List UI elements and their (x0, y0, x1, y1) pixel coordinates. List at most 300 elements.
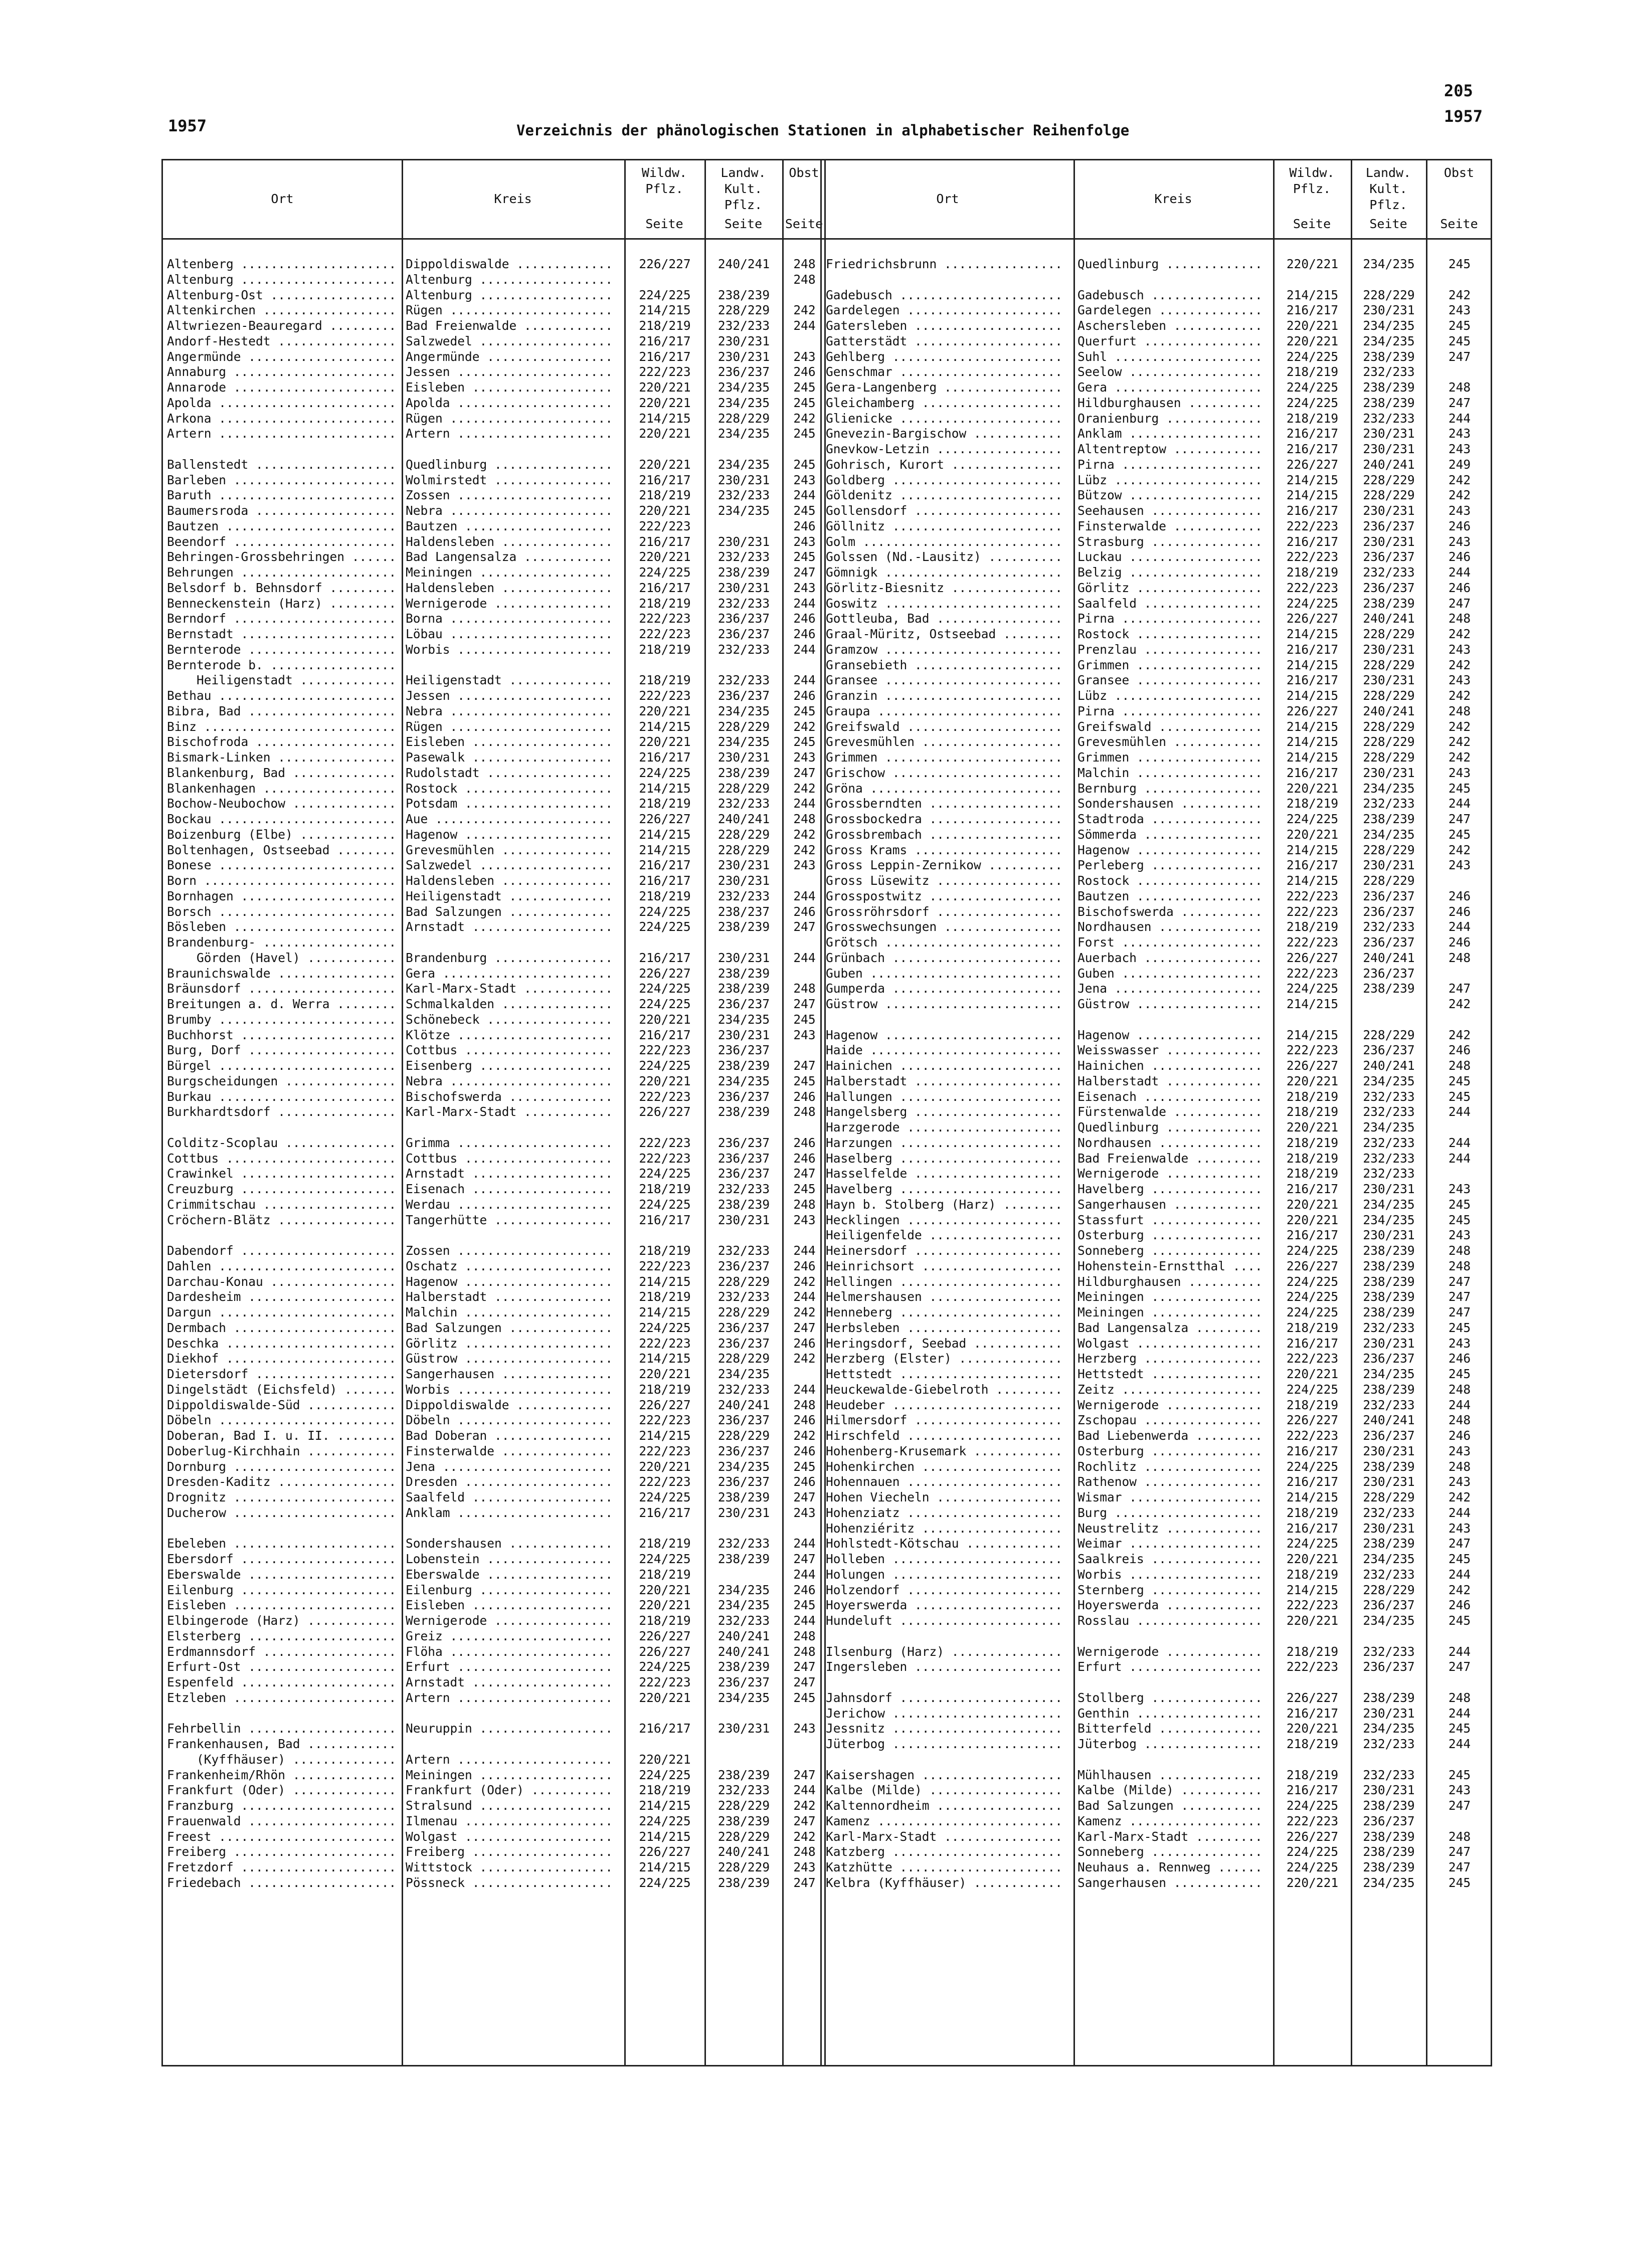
table-row (163, 564, 824, 581)
kreis-cell: Seehausen ............... (1077, 503, 1262, 518)
wildw-cell: 218/219 (1286, 1567, 1339, 1582)
ort-cell: Bernstadt ..................... (167, 627, 397, 641)
obst-cell: 245 (1448, 1767, 1471, 1782)
wildw-cell: 222/223 (1286, 1043, 1339, 1058)
kreis-cell: Neustrelitz ............. (1077, 1521, 1262, 1536)
kreis-cell: Nordhausen .............. (1077, 919, 1262, 934)
table-row (822, 1828, 1491, 1845)
ort-cell: Andorf-Hestedt ................ (167, 333, 397, 348)
kreis-cell: Rosslau ................. (1077, 1613, 1262, 1628)
table-row (822, 1643, 1491, 1660)
table-row (163, 765, 824, 782)
kreis-cell: Rostock ................. (1077, 873, 1262, 888)
wildw-cell: 214/215 (639, 1798, 691, 1813)
obst-cell: 245 (1448, 1212, 1471, 1227)
kreis-cell: Hoyerswerda ............. (1077, 1598, 1262, 1613)
kreis-cell: Gardelegen .............. (1077, 303, 1262, 318)
kreis-cell: Meiningen ............... (1077, 1289, 1262, 1304)
wildw-cell: 226/227 (1286, 611, 1339, 626)
landw-cell: 232/233 (1363, 1737, 1415, 1751)
landw-cell: 228/229 (1363, 842, 1415, 857)
ort-cell: Havelberg ...................... (826, 1182, 1063, 1196)
wildw-cell: 214/215 (1286, 287, 1339, 302)
column-header-label: Seite (1293, 217, 1331, 231)
wildw-cell: 214/215 (639, 1860, 691, 1874)
table-row (163, 703, 824, 720)
landw-cell: 236/237 (1363, 904, 1415, 919)
obst-cell: 245 (793, 1182, 816, 1196)
obst-cell: 244 (793, 796, 816, 811)
table-row (822, 934, 1491, 951)
ort-cell: Bibra, Bad .................... (167, 703, 397, 718)
table-row (822, 425, 1491, 442)
kreis-cell: Suhl .................... (1077, 349, 1262, 364)
ort-cell: Ebeleben ...................... (167, 1536, 397, 1551)
landw-cell: 228/229 (717, 1351, 770, 1366)
obst-cell: 243 (1448, 1443, 1471, 1458)
obst-cell: 247 (793, 1490, 816, 1504)
landw-cell: 232/233 (1363, 565, 1415, 580)
kreis-cell: Eisleben ................... (406, 1598, 613, 1613)
landw-cell: 238/239 (717, 565, 770, 580)
kreis-cell: Wernigerode ................ (406, 596, 613, 611)
obst-cell: 245 (793, 503, 816, 518)
table-row (822, 1551, 1491, 1568)
kreis-cell: Malchin .................... (406, 1305, 613, 1319)
landw-cell: 236/237 (1363, 935, 1415, 950)
kreis-cell: Freiberg ................... (406, 1844, 613, 1859)
page-number: 205 (1444, 81, 1473, 100)
landw-cell: 230/231 (717, 1505, 770, 1520)
obst-cell: 243 (793, 1860, 816, 1874)
obst-cell: 244 (793, 642, 816, 657)
table-row (822, 472, 1491, 489)
obst-cell: 247 (793, 1552, 816, 1566)
table-row (822, 595, 1491, 612)
obst-cell: 244 (1448, 1151, 1471, 1166)
ort-cell: Espenfeld ..................... (167, 1675, 397, 1689)
obst-cell: 246 (1448, 580, 1471, 595)
obst-cell: 247 (793, 1875, 816, 1890)
landw-cell: 238/239 (717, 1058, 770, 1073)
landw-cell: 228/229 (1363, 734, 1415, 749)
wildw-cell: 220/221 (639, 549, 691, 564)
wildw-cell: 222/223 (1286, 904, 1339, 919)
table-row (163, 980, 824, 997)
wildw-cell: 214/215 (1286, 1582, 1339, 1597)
ort-cell: Helmershausen .................. (826, 1289, 1063, 1304)
table-row (822, 965, 1491, 982)
table-row (163, 1520, 824, 1537)
obst-cell: 248 (1448, 950, 1471, 965)
table-row (822, 1381, 1491, 1398)
ort-cell: Apolda ........................ (167, 395, 397, 410)
landw-cell: 238/239 (1363, 1305, 1415, 1319)
table-row (163, 1150, 824, 1167)
table-row (163, 1489, 824, 1506)
obst-cell: 242 (793, 1428, 816, 1443)
landw-cell: 238/239 (717, 1490, 770, 1504)
landw-cell: 228/229 (717, 1829, 770, 1844)
table-row (163, 1397, 824, 1414)
ort-cell: Golssen (Nd.-Lausitz) .......... (826, 549, 1063, 564)
kreis-cell: Neuhaus a. Rennweg ...... (1077, 1860, 1262, 1874)
ort-cell: Grimmen ........................ (826, 750, 1063, 765)
landw-cell: 232/233 (1363, 1089, 1415, 1104)
obst-cell: 243 (1448, 1336, 1471, 1351)
kreis-cell: Wittstock .................. (406, 1860, 613, 1874)
landw-cell: 236/237 (717, 364, 770, 380)
kreis-cell: Bad Langensalza ......... (1077, 1320, 1262, 1335)
obst-cell: 247 (793, 1058, 816, 1073)
ort-cell: Bismark-Linken ................ (167, 750, 397, 765)
obst-cell: 243 (1448, 1783, 1471, 1798)
landw-cell: 232/233 (717, 888, 770, 903)
kreis-cell: Wolgast .................... (406, 1829, 613, 1844)
obst-cell: 247 (1448, 1860, 1471, 1874)
landw-cell: 238/239 (717, 287, 770, 302)
table-row (822, 733, 1491, 750)
ort-cell: Heiligenfelde .................. (826, 1228, 1063, 1243)
wildw-cell: 220/221 (639, 1582, 691, 1597)
wildw-cell: 224/225 (1286, 596, 1339, 611)
table-row (822, 765, 1491, 782)
landw-cell: 234/235 (717, 1598, 770, 1613)
ort-cell: Bornhagen ..................... (167, 888, 397, 903)
obst-cell: 246 (1448, 888, 1471, 903)
landw-cell: 234/235 (717, 395, 770, 410)
table-row (822, 1212, 1491, 1229)
kreis-cell: Potsdam .................... (406, 796, 613, 811)
table-row (822, 1782, 1491, 1799)
ort-cell: Hohenkirchen ................... (826, 1459, 1063, 1474)
table-row (163, 842, 824, 859)
landw-cell: 238/239 (1363, 1258, 1415, 1273)
kreis-cell: Quedlinburg ............. (1077, 1120, 1262, 1135)
wildw-cell: 214/215 (1286, 657, 1339, 672)
landw-cell: 238/239 (717, 1813, 770, 1828)
obst-cell: 246 (793, 611, 816, 626)
kreis-cell: Meiningen ............... (1077, 1305, 1262, 1319)
kreis-cell: Anklam ..................... (406, 1505, 613, 1520)
ort-cell: Frankfurt (Oder) .............. (167, 1783, 397, 1798)
year-left: 1957 (168, 116, 207, 135)
landw-cell: 228/229 (717, 827, 770, 842)
table-row (163, 1874, 824, 1892)
wildw-cell: 226/227 (639, 1844, 691, 1859)
obst-cell: 245 (793, 549, 816, 564)
table-row (163, 1767, 824, 1784)
wildw-cell: 224/225 (1286, 349, 1339, 364)
landw-cell: 230/231 (717, 873, 770, 888)
wildw-cell: 218/219 (639, 1289, 691, 1304)
kreis-cell: Strasburg ............... (1077, 534, 1262, 549)
table-row (822, 718, 1491, 735)
obst-cell: 243 (1448, 1228, 1471, 1243)
column-header-label: Kult. (1369, 181, 1407, 196)
ort-cell: Dabendorf ..................... (167, 1243, 397, 1258)
obst-cell: 244 (1448, 1644, 1471, 1659)
kreis-cell: Klötze ..................... (406, 1027, 613, 1042)
wildw-cell: 224/225 (1286, 1305, 1339, 1319)
landw-cell: 232/233 (717, 1382, 770, 1397)
wildw-cell: 216/217 (1286, 858, 1339, 873)
kreis-cell: Quedlinburg ................ (406, 457, 613, 472)
table-row (163, 1273, 824, 1290)
obst-cell: 244 (793, 596, 816, 611)
landw-cell: 232/233 (1363, 1505, 1415, 1520)
landw-cell: 230/231 (717, 580, 770, 595)
ort-cell: Hecklingen ..................... (826, 1212, 1063, 1227)
wildw-cell: 218/219 (639, 642, 691, 657)
ort-cell: Erfurt-Ost .................... (167, 1659, 397, 1674)
ort-cell: Eberswalde .................... (167, 1567, 397, 1582)
landw-cell: 230/231 (1363, 303, 1415, 318)
right-col-ort-header (822, 160, 1073, 238)
landw-cell: 240/241 (1363, 1058, 1415, 1073)
table-row (163, 1165, 824, 1182)
table-row (163, 1458, 824, 1475)
kreis-cell: Bad Doberan ................ (406, 1428, 613, 1443)
landw-cell: 240/241 (1363, 1413, 1415, 1428)
ort-cell: Herzberg (Elster) .............. (826, 1351, 1063, 1366)
table-row (163, 1813, 824, 1830)
kreis-cell: Gransee ................. (1077, 673, 1262, 688)
ort-cell: Eilenburg ..................... (167, 1582, 397, 1597)
kreis-cell: Hohenstein-Ernstthal .... (1077, 1258, 1262, 1273)
ort-cell: Hainichen ...................... (826, 1058, 1063, 1073)
kreis-cell: Eisleben ................... (406, 380, 613, 395)
obst-cell: 246 (793, 518, 816, 533)
wildw-cell: 218/219 (639, 1783, 691, 1798)
kreis-cell: Wernigerode ................ (406, 1613, 613, 1628)
landw-cell: 232/233 (717, 796, 770, 811)
table-row (822, 1612, 1491, 1629)
kreis-cell: Osterburg ............... (1077, 1228, 1262, 1243)
ort-cell: Jerichow ....................... (826, 1706, 1063, 1721)
table-row (163, 1011, 824, 1028)
obst-cell: 244 (1448, 565, 1471, 580)
ort-cell: Harzgerode ..................... (826, 1120, 1063, 1135)
landw-cell: 234/235 (1363, 1073, 1415, 1088)
ort-cell: Gohrisch, Kurort ............... (826, 457, 1063, 472)
wildw-cell: 214/215 (639, 1305, 691, 1319)
table-row (163, 811, 824, 828)
kreis-cell: Rathenow ................ (1077, 1474, 1262, 1489)
wildw-cell: 216/217 (1286, 1336, 1339, 1351)
kreis-cell: Zossen ..................... (406, 1243, 613, 1258)
wildw-cell: 222/223 (639, 1413, 691, 1428)
table-row (822, 842, 1491, 859)
wildw-cell: 216/217 (1286, 1182, 1339, 1196)
landw-cell: 234/235 (1363, 1212, 1415, 1227)
ort-cell: Doberlug-Kirchhain ............ (167, 1443, 397, 1458)
landw-cell: 228/229 (1363, 719, 1415, 734)
kreis-cell: Werdau ..................... (406, 1197, 613, 1212)
right-col-kreis-header (1073, 160, 1273, 238)
ort-cell: Hohenziatz ..................... (826, 1505, 1063, 1520)
table-row (163, 749, 824, 766)
landw-cell: 240/241 (717, 1628, 770, 1643)
kreis-cell: Wernigerode ............. (1077, 1397, 1262, 1412)
table-row (822, 1874, 1491, 1892)
obst-cell: 246 (793, 1336, 816, 1351)
column-header-label: Pflz. (1293, 181, 1331, 196)
landw-cell: 238/239 (1363, 1536, 1415, 1551)
wildw-cell: 218/219 (639, 488, 691, 503)
kreis-cell: Eisenach ................... (406, 1182, 613, 1196)
landw-cell: 228/229 (1363, 1490, 1415, 1504)
wildw-cell: 218/219 (1286, 919, 1339, 934)
obst-cell: 248 (793, 1397, 816, 1412)
table-row (163, 626, 824, 643)
ort-cell: Grosspostwitz .................. (826, 888, 1063, 903)
obst-cell: 248 (1448, 1413, 1471, 1428)
kreis-cell: Sangerhausen ............ (1077, 1197, 1262, 1212)
kreis-cell: Rochlitz ................ (1077, 1459, 1262, 1474)
ort-cell: Freest ........................ (167, 1829, 397, 1844)
table-row (163, 795, 824, 812)
ort-cell: Darchau-Konau ................. (167, 1274, 397, 1289)
obst-cell: 247 (793, 919, 816, 934)
landw-cell: 234/235 (1363, 1552, 1415, 1566)
table-row (822, 1057, 1491, 1074)
wildw-cell: 226/227 (639, 1628, 691, 1643)
kreis-cell: Löbau ...................... (406, 627, 613, 641)
kreis-cell: Hainichen ............... (1077, 1058, 1262, 1073)
landw-cell: 236/237 (1363, 580, 1415, 595)
kreis-cell: Dresden .................... (406, 1474, 613, 1489)
kreis-cell: Nebra ...................... (406, 1073, 613, 1088)
ort-cell: Hagenow ........................ (826, 1027, 1063, 1042)
landw-cell: 238/239 (717, 1875, 770, 1890)
landw-cell: 230/231 (1363, 426, 1415, 441)
wildw-cell: 222/223 (1286, 549, 1339, 564)
table-row (163, 672, 824, 689)
table-row (163, 1720, 824, 1737)
landw-cell: 230/231 (1363, 765, 1415, 780)
wildw-cell: 226/227 (1286, 1690, 1339, 1705)
ort-cell: Gransee ........................ (826, 673, 1063, 688)
kreis-cell: Gera ....................... (406, 966, 613, 981)
table-row (163, 1073, 824, 1090)
ort-cell: Graal-Müritz, Ostseebad ........ (826, 627, 1063, 641)
table-row (163, 733, 824, 750)
kreis-cell: Sonneberg ............... (1077, 1243, 1262, 1258)
ort-cell: Grötsch ........................ (826, 935, 1063, 950)
kreis-cell: Bautzen ................. (1077, 888, 1262, 903)
ort-cell: Jessnitz ....................... (826, 1721, 1063, 1736)
landw-cell: 238/239 (717, 1659, 770, 1674)
landw-cell: 234/235 (717, 380, 770, 395)
table-row (163, 1027, 824, 1044)
landw-cell: 232/233 (1363, 1135, 1415, 1150)
wildw-cell: 218/219 (639, 1536, 691, 1551)
kreis-cell: Eberswalde ................. (406, 1567, 613, 1582)
kreis-cell: Nordhausen .............. (1077, 1135, 1262, 1150)
ort-cell: Gross Krams .................... (826, 842, 1063, 857)
landw-cell: 232/233 (1363, 796, 1415, 811)
obst-cell: 243 (793, 1721, 816, 1736)
obst-cell: 245 (793, 703, 816, 718)
wildw-cell: 226/227 (1286, 950, 1339, 965)
landw-cell: 240/241 (1363, 703, 1415, 718)
table-row (822, 1473, 1491, 1490)
table-row (822, 1288, 1491, 1305)
obst-cell: 243 (1448, 1182, 1471, 1196)
landw-cell: 228/229 (717, 1274, 770, 1289)
obst-cell: 242 (793, 781, 816, 796)
ort-cell: Heinersdorf .................... (826, 1243, 1063, 1258)
landw-cell: 234/235 (717, 1012, 770, 1027)
wildw-cell: 222/223 (1286, 1428, 1339, 1443)
table-row (163, 1119, 824, 1136)
ort-cell: Hundeluft ...................... (826, 1613, 1063, 1628)
obst-cell: 248 (793, 1104, 816, 1119)
table-row (163, 1751, 824, 1768)
wildw-cell: 222/223 (639, 688, 691, 703)
ort-cell: Dahlen ........................ (167, 1258, 397, 1273)
ort-cell: Boizenburg (Elbe) ............. (167, 827, 397, 842)
obst-cell: 248 (1448, 380, 1471, 395)
kreis-cell: Salzwedel .................. (406, 858, 613, 873)
obst-cell: 248 (793, 272, 816, 287)
landw-cell: 236/237 (1363, 1351, 1415, 1366)
landw-cell: 238/239 (1363, 1289, 1415, 1304)
kreis-cell: Flöha ...................... (406, 1644, 613, 1659)
ort-cell: Hoyerswerda .................... (826, 1598, 1063, 1613)
ort-cell: Heiligenstadt ............. (167, 673, 397, 688)
table-row (163, 1782, 824, 1799)
landw-cell: 232/233 (1363, 1151, 1415, 1166)
wildw-cell: 224/225 (1286, 1382, 1339, 1397)
wildw-cell: 224/225 (1286, 1243, 1339, 1258)
column-header-label: Obst (1443, 165, 1475, 180)
landw-cell: 230/231 (717, 349, 770, 364)
obst-cell: 245 (793, 1012, 816, 1027)
ort-cell: Brumby ........................ (167, 1012, 397, 1027)
ort-cell: Greifswald ..................... (826, 719, 1063, 734)
kreis-cell: Pirna ................... (1077, 457, 1262, 472)
landw-cell: 238/239 (717, 981, 770, 996)
landw-cell: 230/231 (717, 472, 770, 487)
right-col-wildw-header (1273, 160, 1351, 238)
ort-cell: Kelbra (Kyffhäuser) ............ (826, 1875, 1063, 1890)
obst-cell: 247 (1448, 1289, 1471, 1304)
table-row (822, 1397, 1491, 1414)
kreis-cell: Arnstadt ................... (406, 1166, 613, 1181)
wildw-cell: 218/219 (1286, 1505, 1339, 1520)
kreis-cell: Artern ..................... (406, 426, 613, 441)
column-header-label: Pflz. (645, 181, 683, 196)
wildw-cell: 218/219 (639, 1567, 691, 1582)
table-row (822, 1751, 1491, 1768)
kreis-cell: Wernigerode ............. (1077, 1644, 1262, 1659)
obst-cell: 247 (1448, 596, 1471, 611)
kreis-cell: Bad Langensalza ............ (406, 549, 613, 564)
obst-cell: 246 (1448, 1351, 1471, 1366)
wildw-cell: 216/217 (639, 1721, 691, 1736)
ort-cell: Döbeln ........................ (167, 1413, 397, 1428)
kreis-cell: Arnstadt ................... (406, 1675, 613, 1689)
wildw-cell: 220/221 (1286, 318, 1339, 333)
left-col-kreis-header (402, 160, 624, 238)
wildw-cell: 226/227 (639, 1644, 691, 1659)
ort-cell: Golm ........................... (826, 534, 1063, 549)
ort-cell: Bethau ........................ (167, 688, 397, 703)
obst-cell: 247 (1448, 1844, 1471, 1859)
ort-cell: Guben .......................... (826, 966, 1063, 981)
